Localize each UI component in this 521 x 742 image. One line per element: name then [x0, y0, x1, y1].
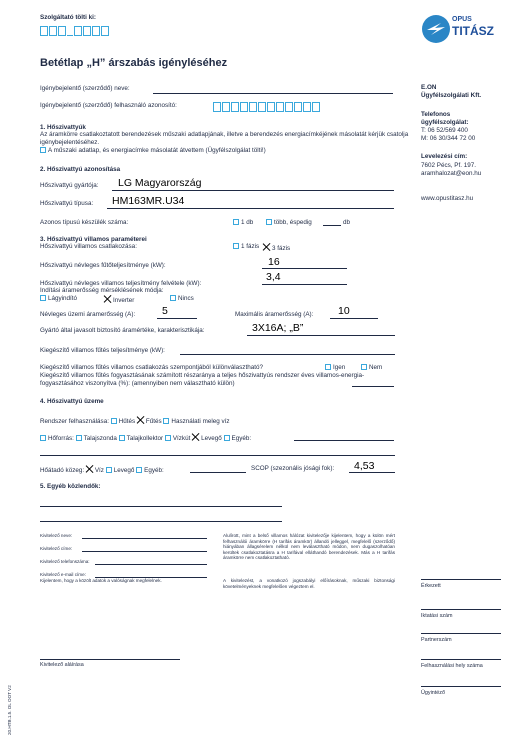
aux-separable-no[interactable]: [361, 364, 382, 372]
heating-power-value[interactable]: 16: [268, 256, 280, 268]
ground-collector-option[interactable]: [119, 435, 163, 442]
connection-label: Hőszivattyú villamos csatlakozása:: [40, 243, 137, 250]
ground-probe-label: Talajszonda: [83, 435, 117, 442]
section-5-title: 5. Egyéb közlendők:: [40, 483, 101, 490]
manufacturer-line: [112, 190, 394, 191]
contractor-address-line[interactable]: [82, 551, 207, 552]
phone-lines: T: 06 52/569 400 M: 06 30/344 72 00: [421, 127, 476, 142]
type-line: [107, 208, 394, 209]
section-4-title: 4. Hőszivattyú üzeme: [40, 398, 104, 405]
other-medium-label: Egyéb:: [144, 467, 164, 474]
received-line[interactable]: [421, 579, 501, 580]
inverter-label: Inverter: [113, 297, 135, 304]
air-medium-label: Levegő: [113, 467, 135, 474]
softstart-label: Lágyindító: [48, 295, 78, 302]
air-option[interactable]: [192, 435, 222, 442]
well-option[interactable]: [165, 435, 191, 442]
other-medium-option[interactable]: [136, 467, 164, 474]
hot-water-label: Használati meleg víz: [171, 418, 230, 425]
electric-power-label: Hőszivattyú névleges villamos teljesítmény felvétele (kW):: [40, 280, 202, 287]
count-more-label: több, éspedig: [274, 219, 312, 226]
scop-value[interactable]: 4,53: [354, 460, 375, 472]
form-code: 20.HTB.1.5. OL OOT V2: [7, 685, 12, 735]
contractor-phone-label: Kivitelező telefonszáma:: [40, 559, 90, 564]
start-current-label: Indítási áramerősség mérséklésének módja:: [40, 287, 164, 294]
applicant-id-boxes[interactable]: [213, 99, 321, 117]
aux-heating-label: Kiegészítő villamos fűtés teljesítménye (kW):: [40, 347, 165, 354]
checkbox-icon: [40, 147, 46, 153]
heating-option[interactable]: [137, 418, 162, 425]
heat-source-row: [40, 433, 251, 443]
contractor-address-label: Kivitelező címe:: [40, 546, 73, 551]
phase-1-label: 1 fázis: [241, 243, 260, 250]
signature-line[interactable]: [40, 659, 180, 660]
checked-x-icon: [137, 416, 144, 424]
manufacturer-label: Hőszivattyú gyártója:: [40, 182, 99, 189]
site-number-line[interactable]: [421, 659, 501, 660]
scop-line: [349, 472, 395, 473]
section-1-text: Az áramkörre csatlakoztatott berendezések műszaki adatlapjának, illetve a berendezés energiacímkéjének másolatát kérjük csatolja igénybejelentéséhez.: [40, 131, 409, 146]
type-label: Hőszivattyú típusa:: [40, 200, 94, 207]
datasheet-received-label: A műszaki adatlap, és energiacímke másolatát átvettem (Ügyfélszolgálat tölti!): [48, 147, 266, 154]
fuse-label: Gyártó által javasolt biztosító áramértéke, karakterisztikája:: [40, 327, 205, 334]
datasheet-received-checkbox[interactable]: [40, 147, 266, 155]
device-count-label: Azonos típusú készülék száma:: [40, 219, 129, 226]
rated-current-line: [157, 318, 197, 319]
count-unit: db: [343, 219, 351, 226]
hot-water-option[interactable]: [163, 418, 229, 425]
air-medium-option[interactable]: [106, 467, 135, 474]
max-current-value[interactable]: 10: [338, 305, 350, 317]
rated-current-value[interactable]: 5: [162, 305, 168, 317]
other-source-label: Egyéb:: [231, 435, 252, 442]
section-3-title: 3. Hőszivattyú villamos paraméterei: [40, 236, 147, 243]
contractor-name-line[interactable]: [82, 538, 207, 539]
ground-probe-option[interactable]: [76, 435, 117, 442]
count-more-option[interactable]: [266, 219, 312, 227]
page-title: Betétlap „H” árszabás igényléséhez: [40, 57, 228, 69]
softstart-option[interactable]: [40, 295, 77, 303]
website: www.opustitasz.hu: [421, 195, 474, 202]
aux-separable-yes-label: Igen: [333, 364, 346, 371]
applicant-id-label: Igénybejelentő (szerződő) felhasználó azonosító:: [40, 102, 177, 109]
site-number-label: Felhasználási hely száma: [421, 663, 483, 669]
checked-x-icon: [104, 295, 111, 303]
other-source-line-2[interactable]: [40, 455, 395, 456]
usage-label: Rendszer felhasználása:: [40, 418, 109, 425]
declaration-paragraph-1: Alulírott, mint a belső villamos hálózat kivitelezője kijelentem, hogy a külön mért felhasználói áramkörre (H tarifás áramkör) állandó jelleggel, megfelelő (szerződő) hiányában állagsérelem nélkül nem leválasztható módon, nem dugaszolhatóan kerültek csatlakoztatásra a H tarifával elláthandó berendezések. Más a H tarifás áramkörre nem csatlakoztatható.: [223, 533, 395, 561]
medium-label: Hőátadó közeg:: [40, 467, 85, 474]
scop-label: SCOP (szezonális jósági fok):: [251, 465, 335, 472]
provider-label: Szolgáltató tölti ki:: [40, 14, 96, 21]
heating-power-line: [262, 268, 347, 269]
notes-line-2[interactable]: [40, 521, 282, 522]
partner-number-line[interactable]: [421, 633, 501, 634]
logo-text-top: OPUS: [452, 16, 472, 23]
section-2-title: 2. Hőszivattyú azonosítása: [40, 166, 121, 173]
checked-x-icon: [263, 243, 270, 251]
max-current-label: Maximális áramerősség (A):: [235, 311, 314, 318]
partner-number-label: Partnerszám: [421, 637, 452, 643]
received-label: Érkezett: [421, 583, 441, 589]
rated-current-label: Névleges üzemi áramerősség (A):: [40, 311, 136, 318]
count-more-line[interactable]: [323, 225, 341, 226]
filing-number-line[interactable]: [421, 609, 501, 610]
notes-line-1[interactable]: [40, 506, 282, 507]
fuse-line: [247, 335, 395, 336]
type-value[interactable]: HM163MR.U34: [112, 195, 185, 207]
mail-title: Levelezési cím:: [421, 153, 468, 160]
none-option[interactable]: [170, 295, 194, 303]
phase-1-option[interactable]: [233, 243, 259, 251]
signature-label: Kivitelező aláírása: [40, 662, 84, 668]
other-medium-line[interactable]: [190, 472, 246, 473]
section-1-title: 1. Hőszivattyúk: [40, 124, 86, 131]
heat-source-option[interactable]: [40, 435, 74, 442]
mail-lines: 7602 Pécs, Pf. 197. aramhalozat@eon.hu: [421, 162, 482, 177]
usage-row: [40, 416, 230, 426]
count-1db-option[interactable]: [233, 219, 253, 227]
checked-x-icon: [192, 433, 199, 441]
phase-3-label: 3 fázis: [272, 245, 291, 252]
ground-collector-label: Talajkollektor: [126, 435, 164, 442]
electric-power-line: [262, 284, 347, 285]
declaration-paragraph-2: A kivitelezést, a vonatkozó jogszabályi előírásoknak, műszaki biztonsági követelményeknek megfelelően végeztem el.: [223, 578, 395, 589]
cooling-option[interactable]: [111, 418, 135, 425]
administrator-label: Ügyintéző: [421, 690, 445, 696]
other-source-option[interactable]: [224, 435, 252, 442]
contractor-email-label: Kivitelező e-mail címe:: [40, 572, 86, 577]
opus-titasz-logo: [421, 14, 451, 44]
administrator-line[interactable]: [421, 686, 501, 687]
phase-3-option[interactable]: [263, 243, 290, 253]
checked-x-icon: [86, 465, 93, 473]
air-label: Levegő: [201, 435, 222, 442]
cooling-label: Hűtés: [118, 418, 136, 425]
heating-label: Fűtés: [145, 418, 162, 425]
heat-source-label: Hőforrás:: [48, 435, 74, 442]
provider-code-boxes[interactable]: [40, 23, 110, 41]
heating-power-label: Hőszivattyú névleges fűtőteljesítménye (kW):: [40, 262, 166, 269]
well-label: Vízkút: [172, 435, 191, 442]
contractor-phone-line[interactable]: [95, 564, 207, 565]
contractor-name-label: Kivitelező neve:: [40, 533, 73, 538]
manufacturer-value[interactable]: LG Magyarország: [118, 177, 202, 189]
count-1db-label: 1 db: [241, 219, 254, 226]
aux-heating-line[interactable]: [180, 354, 395, 355]
phone-title: Telefonos ügyfélszolgálat:: [421, 111, 469, 126]
aux-separable-yes[interactable]: [325, 364, 345, 372]
water-label: Víz: [94, 467, 104, 474]
aux-share-line[interactable]: [352, 386, 394, 387]
electric-power-value[interactable]: 3,4: [266, 271, 281, 283]
medium-row: [40, 465, 164, 475]
applicant-name-line[interactable]: [153, 93, 393, 94]
fuse-value[interactable]: 3X16A; „B”: [252, 322, 304, 334]
logo-text-bottom: TITÁSZ: [452, 24, 494, 38]
water-option[interactable]: [86, 467, 104, 474]
other-source-line[interactable]: [294, 440, 394, 441]
aux-separable-label: Kiegészítő villamos fűtés villamos csatlakozás szempontjából különválasztható?: [40, 364, 263, 371]
filing-number-label: Iktatási szám: [421, 613, 453, 619]
aux-separable-no-label: Nem: [369, 364, 383, 371]
applicant-name-label: Igénybejelentő (szerződő) neve:: [40, 85, 130, 92]
company-name: E.ON Ügyfélszolgálati Kft.: [421, 84, 482, 99]
aux-share-label: Kiegészítő villamos fűtés fogyasztásának számított részaránya a teljes hőszivattyús rendszer éves villamos-energia-fogyasztásához viszonyítva (%): (amennyiben nem választható külön): [40, 372, 365, 387]
none-label: Nincs: [178, 295, 194, 302]
max-current-line: [330, 318, 378, 319]
inverter-option[interactable]: [104, 295, 134, 305]
declaration-text: Kijelentem, hogy a közölt adatok a valóságnak megfelelnek.: [40, 578, 162, 583]
